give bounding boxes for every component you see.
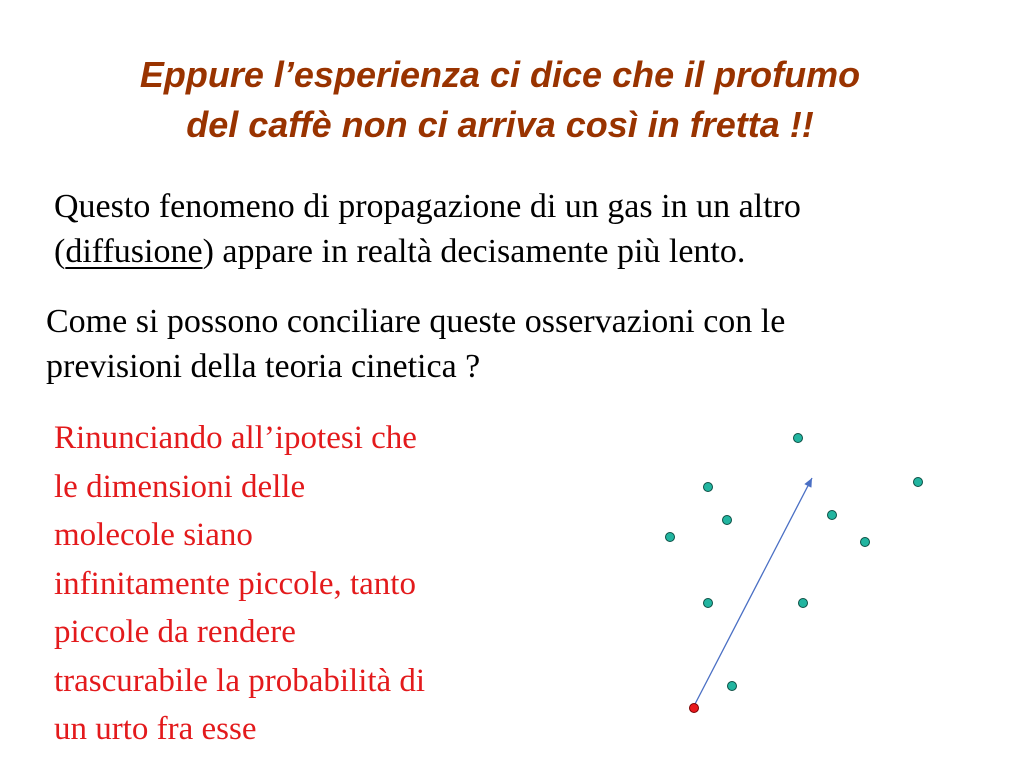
trajectory-arrow [694, 478, 812, 706]
molecule [704, 483, 713, 492]
molecule [914, 478, 923, 487]
answer-line: infinitamente piccole, tanto [54, 565, 416, 602]
diffusione-term: diffusione [65, 233, 203, 270]
molecule [799, 599, 808, 608]
question-line-1: Come si possono conciliare queste osservazioni con le [46, 303, 786, 340]
paren-open: ( [54, 233, 66, 270]
diffusion-line-2-rest: ) appare in realtà decisamente più lento. [202, 233, 746, 270]
question-line-2: previsioni della teoria cinetica ? [46, 348, 481, 385]
answer-line: le dimensioni delle [54, 468, 306, 505]
diffusion-paragraph [54, 184, 801, 274]
molecules-group [666, 434, 923, 691]
answer-line: piccole da rendere [54, 614, 296, 650]
answer-paragraph [54, 414, 425, 754]
molecule [723, 516, 732, 525]
molecule [704, 599, 713, 608]
diffusion-line-2 [54, 229, 801, 274]
molecule [666, 533, 675, 542]
molecule [728, 682, 737, 691]
answer-line: molecole siano [54, 517, 253, 553]
answer-line: Rinunciando all’ipotesi che [54, 420, 417, 456]
molecule [828, 511, 837, 520]
diffusion-line-1: Questo fenomeno di propagazione di un gas in un altro [54, 188, 801, 225]
title-line-2: del caffè non ci arriva così in fretta !! [186, 104, 814, 145]
tracked-molecule [690, 704, 699, 713]
question-paragraph [46, 299, 785, 389]
answer-line: trascurabile la probabilità di [54, 662, 426, 699]
title-line-1: Eppure l’esperienza ci dice che il profumo [139, 54, 861, 95]
molecule [861, 538, 870, 547]
molecule [794, 434, 803, 443]
answer-line: un urto fra esse [54, 711, 257, 747]
slide-title [0, 50, 1000, 150]
